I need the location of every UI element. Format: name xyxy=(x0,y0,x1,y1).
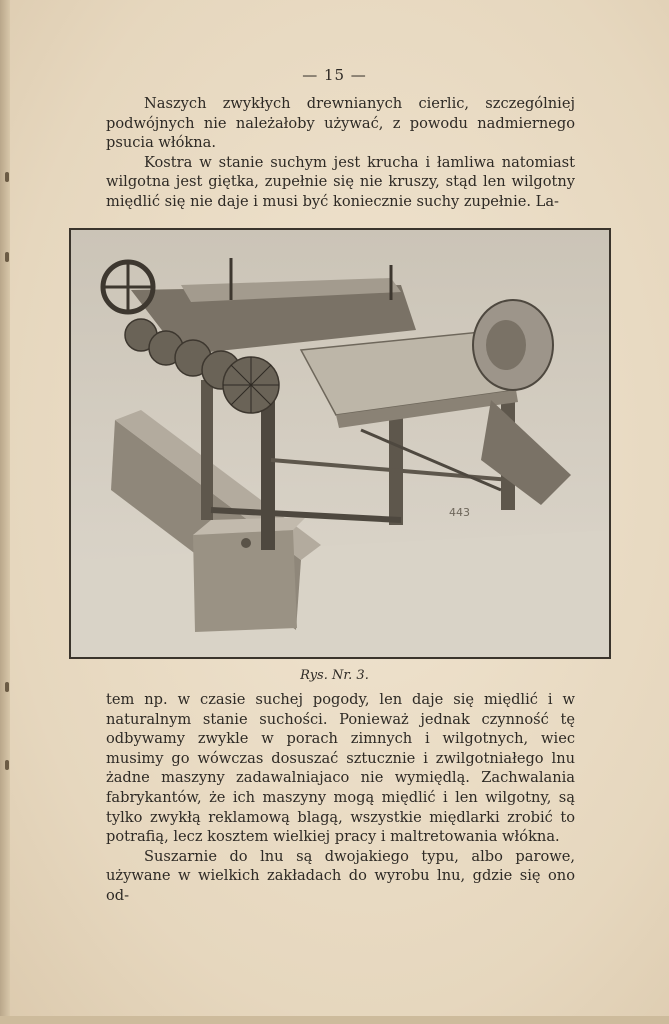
paragraph: Kostra w stanie suchym jest krucha i łamliwa natomiast wilgotna jest giętka, zupełnie się nie kruszy, stąd len wilgotny międlić się nie daje i musi być koniecznie suchy zupełnie. La- xyxy=(106,153,575,210)
machine-photograph xyxy=(69,228,611,659)
binding-stain xyxy=(5,252,9,262)
photo-stamp-number: 443 xyxy=(449,506,470,519)
bottom-text-block xyxy=(106,690,575,906)
scutching-machine-illustration xyxy=(71,230,609,657)
page-bottom-edge xyxy=(0,1016,669,1024)
paragraph: Suszarnie do lnu są dwojakiego typu, albo parowe, używane w wielkich zakładach do wyrobu lnu, gdzie się ono od- xyxy=(106,847,575,904)
paragraph: Naszych zwykłych drewnianych cierlic, szczególniej podwójnych nie należałoby używać, z powodu nadmiernego psucia włókna. xyxy=(106,95,575,152)
page-number: — 15 — xyxy=(302,66,367,84)
paragraph: tem np. w czasie suchej pogody, len daje się międlić i w naturalnym stanie suchości. Ponieważ jednak czynność tę odbywamy zwykle w porach zimnych i wilgotnych, wiec musimy go wówczas dosuszać sztucznie i zwilgotniałego lnu żadne maszyny zadawalniajaco nie wymiędlą. Zachwalania fabrykantów, że ich maszyny mogą międlić i len wilgotny, są tylko zwykłą reklamową blagą, wszystkie międlarki zrobić to potrafią, lecz kosztem wielkiej pracy i maltretowania włókna. xyxy=(106,691,575,846)
top-text-block xyxy=(106,94,575,212)
page-binding-edge xyxy=(0,0,10,1024)
binding-stain xyxy=(5,172,9,182)
figure-caption: Rys. Nr. 3. xyxy=(300,668,369,683)
binding-stain xyxy=(5,760,9,770)
binding-stain xyxy=(5,682,9,692)
